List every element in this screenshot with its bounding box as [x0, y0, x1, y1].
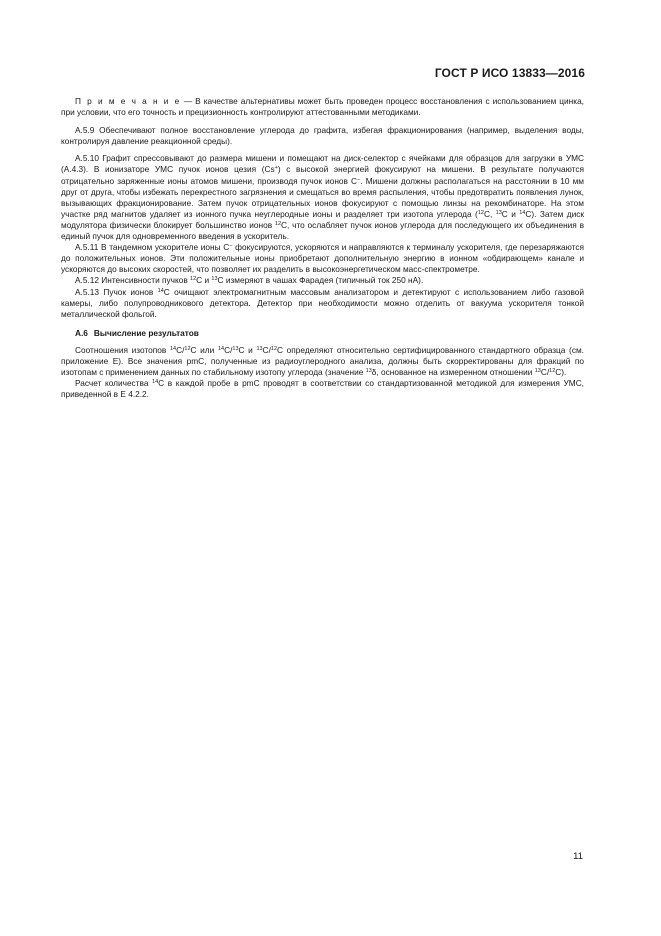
text-run: C измеряют в чашах Фарадея (типичный ток 250 нА). [217, 275, 424, 286]
text-run: C или [190, 344, 218, 355]
text-run: Расчет количества [75, 378, 153, 389]
note-text: — В качестве альтернативы может быть проведен процесс восстановления с использованием цинка, при условии, что его точность и прецизионность контролируют аттестованными методиками. [61, 96, 584, 118]
superscript: 12 [270, 345, 278, 352]
superscript: 13 [211, 276, 218, 283]
text-run: А.5.12 Интенсивности пучков [75, 275, 191, 286]
text-run: C). [555, 367, 567, 378]
page-number: 11 [573, 851, 583, 862]
superscript: 12 [477, 209, 484, 216]
text-run: C очищают электромагнитным массовым анализатором и детектируют с использованием либо газовой камеры, либо полупроводникового детектора. Детектор при необходимости можно отделить от вакуума ускорителя тонкой металлической фольгой. [61, 286, 585, 319]
text-run: C, [483, 208, 496, 219]
text-run: C определяют относительно сертифицированного стандартного образца (см. приложение Е). Все значения pmC, полученные из радиоуглеродного анализа, должны быть скорректированы для фракций по изотопам с применением данных по стабильному изотопу углерода (значение [61, 344, 584, 378]
section-number: А.6 [75, 327, 88, 338]
paragraph-a59: А.5.9 Обеспечивают полное восстановление углерода до графита, избегая фракционирования (например, выделения воды, контролируя давление реакционной среды). [61, 125, 584, 147]
superscript: 13 [365, 368, 372, 375]
text-run: C). Затем диск модулятора физически блокирует большинство ионов [61, 208, 584, 230]
text-run: C, что ослабляет пучок ионов углерода для последующего их объединения в единый пучок для одновременного введения в ускоритель. [61, 219, 584, 242]
superscript: 12 [184, 345, 191, 352]
superscript: 13 [534, 368, 541, 375]
text-run: ) с высокой энергией фокусируют на мишени. В результате получаются отрицательно заряженные ионы атомов мишени, производя пучок ионов С [61, 164, 584, 186]
text-run: C и [501, 208, 520, 219]
superscript: 14 [519, 209, 526, 216]
paragraph-a6-calculation [61, 378, 584, 400]
text-run: C/ [540, 367, 550, 378]
text-run: Соотношения изотопов [75, 344, 170, 355]
section-title: Вычисление результатов [93, 327, 199, 338]
text-run: C/ [262, 344, 271, 355]
text-run: C в каждой пробе в pmC проводят в соответствии со стандартизованной методикой для измерения УМС, приведенной в Е 4.2.2. [61, 378, 584, 400]
text-run: А.5.10 Графит спрессовывают до размера мишени и помещают на диск-селектор с ячейками для образцов для загрузки в УМС (А.4.3). В ионизаторе УМС пучок ионов цезия (Cs [61, 153, 584, 175]
superscript: + [274, 165, 278, 172]
note-paragraph [61, 96, 584, 118]
superscript: 14 [169, 345, 177, 352]
paragraph-a6-ratios [61, 345, 584, 378]
superscript: 13 [232, 345, 239, 352]
superscript: 12 [549, 368, 556, 375]
text-run: δ, основанное на измеренном отношении [371, 367, 535, 378]
text-run: А.5.13 Пучок ионов [75, 286, 158, 297]
document-body [61, 96, 584, 400]
superscript: 13 [495, 209, 502, 216]
superscript: 14 [157, 287, 164, 294]
superscript: − [229, 243, 233, 250]
text-run: фокусируются, ускоряются и направляются к терминалу ускорителя, где перезаряжаются до положительных ионов. Эти положительные ионы приобретают дополнительную энергию в ионном «обдирающем» канале и ускоряются до высоких скоростей, что позволяет их разделить в высокоэнергетическом масс-спектрометре. [61, 242, 585, 275]
paragraph-a512 [61, 275, 584, 286]
superscript: 12 [190, 276, 197, 283]
text-run: C и [238, 344, 257, 355]
superscript: 13 [256, 345, 263, 352]
superscript: 14 [152, 379, 159, 386]
text-run: А.5.11 В тандемном ускорителе ионы C [75, 242, 230, 253]
superscript: − [357, 176, 361, 183]
text-run: C/ [176, 344, 185, 355]
paragraph-a513 [61, 287, 584, 320]
superscript: 14 [217, 345, 225, 352]
section-heading-a6 [75, 328, 584, 339]
text-run: C/ [224, 344, 233, 355]
superscript: 12 [274, 220, 282, 227]
standard-header: ГОСТ Р ИСО 13833—2016 [434, 66, 585, 80]
text-run: . Мишени должны располагаться на расстоянии в 10 мм друг от друга, чтобы избежать перекрестного загрязнения и смещаться во время распыления, чтобы предотвратить появления лунок, вызывающих фракционирование. Затем пучок отрицательных ионов фокусируют с помощью линзы на рекомбинаторе. На этом участке ряд магнитов удаляет из ионного пучка неуглеродные ионы и разделяет три изотопа углерода ( [61, 175, 584, 219]
text-run: C и [196, 275, 212, 286]
paragraph-a510 [61, 153, 584, 242]
note-label: П р и м е ч а н и е [75, 96, 181, 106]
paragraph-a511 [61, 242, 584, 275]
